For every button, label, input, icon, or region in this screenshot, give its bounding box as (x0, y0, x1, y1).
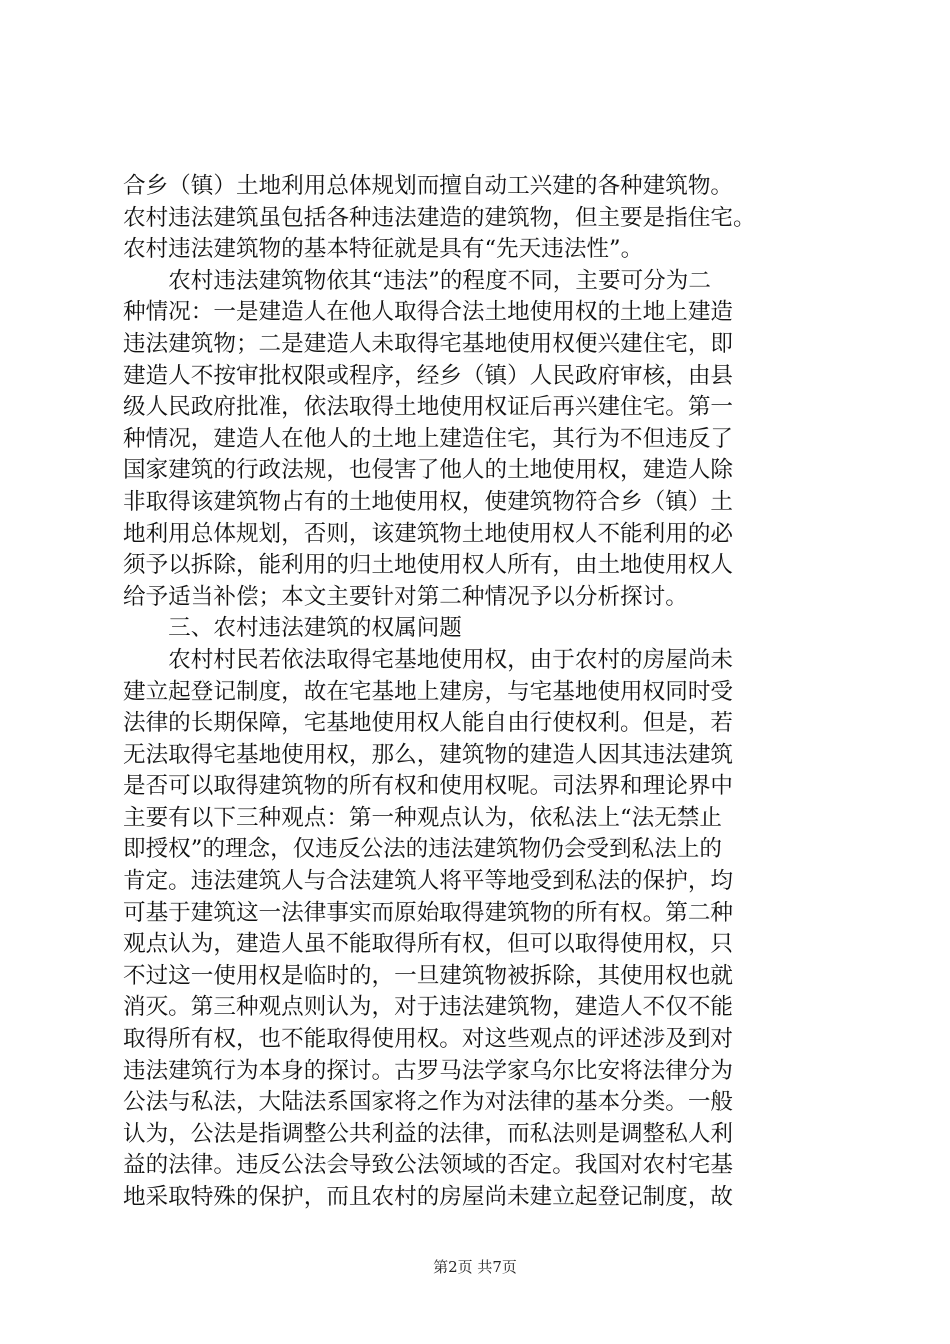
text-line: 取得所有权，也不能取得使用权。对这些观点的评述涉及到对 (123, 1026, 734, 1053)
text-line: 公法与私法，大陆法系国家将之作为对法律的基本分类。一般 (123, 1089, 734, 1116)
text-line: 肯定。违法建筑人与合法建筑人将平等地受到私法的保护，均 (123, 868, 734, 895)
text-line: 不过这一使用权是临时的，一旦建筑物被拆除，其使用权也就 (123, 962, 734, 989)
text-line: 国家建筑的行政法规，也侵害了他人的土地使用权，建造人除 (123, 457, 734, 484)
text-line: 即授权”的理念，仅违反公法的违法建筑物仍会受到私法上的 (123, 836, 722, 863)
text-line: 农村违法建筑虽包括各种违法建造的建筑物，但主要是指住宅。 (123, 204, 756, 231)
text-line: 农村违法建筑物的基本特征就是具有“先天违法性”。 (123, 236, 644, 263)
text-line: 益的法律。违反公法会导致公法领域的否定。我国对农村宅基 (123, 1152, 734, 1179)
text-line: 农村违法建筑物依其“违法”的程度不同，主要可分为二 (123, 267, 711, 294)
text-line: 建立起登记制度，故在宅基地上建房，与宅基地使用权同时受 (123, 678, 734, 705)
text-line: 地利用总体规划，否则，该建筑物土地使用权人不能利用的必 (123, 520, 734, 547)
text-line: 须予以拆除，能利用的归土地使用权人所有，由土地使用权人 (123, 552, 734, 579)
text-line: 是否可以取得建筑物的所有权和使用权呢。司法界和理论界中 (123, 773, 734, 800)
body-text (123, 171, 843, 1214)
text-line: 种情况，建造人在他人的土地上建造住宅，其行为不但违反了 (123, 425, 734, 452)
text-line: 地采取特殊的保护，而且农村的房屋尚未建立起登记制度，故 (123, 1184, 734, 1210)
text-line: 级人民政府批准，依法取得土地使用权证后再兴建住宅。第一 (123, 394, 734, 421)
text-line: 可基于建筑这一法律事实而原始取得建筑物的所有权。第二种 (123, 899, 734, 926)
text-line: 消灭。第三种观点则认为，对于违法建筑物，建造人不仅不能 (123, 994, 734, 1021)
text-line: 违法建筑行为本身的探讨。古罗马法学家乌尔比安将法律分为 (123, 1057, 734, 1084)
text-line: 违法建筑物；二是建造人未取得宅基地使用权便兴建住宅，即 (123, 330, 734, 357)
text-line: 合乡（镇）土地利用总体规划而擅自动工兴建的各种建筑物。 (123, 173, 734, 199)
text-line: 给予适当补偿；本文主要针对第二种情况予以分析探讨。 (123, 583, 688, 610)
text-line: 主要有以下三种观点：第一种观点认为，依私法上“法无禁止 (123, 804, 722, 831)
text-line: 观点认为，建造人虽不能取得所有权，但可以取得使用权，只 (123, 931, 734, 958)
text-line: 法律的长期保障，宅基地使用权人能自由行使权利。但是，若 (123, 710, 734, 737)
text-line: 非取得该建筑物占有的土地使用权，使建筑物符合乡（镇）土 (123, 488, 734, 515)
page-footer: 第2页 共7页 (433, 1258, 517, 1276)
text-line: 认为，公法是指调整公共利益的法律，而私法则是调整私人利 (123, 1120, 734, 1147)
text-line: 无法取得宅基地使用权，那么，建筑物的建造人因其违法建筑 (123, 741, 734, 768)
text-line: 农村村民若依法取得宅基地使用权，由于农村的房屋尚未 (123, 646, 734, 673)
text-line: 种情况：一是建造人在他人取得合法土地使用权的土地上建造 (123, 299, 734, 326)
text-line: 三、农村违法建筑的权属问题 (123, 615, 462, 642)
text-line: 建造人不按审批权限或程序，经乡（镇）人民政府审核，由县 (123, 362, 734, 389)
